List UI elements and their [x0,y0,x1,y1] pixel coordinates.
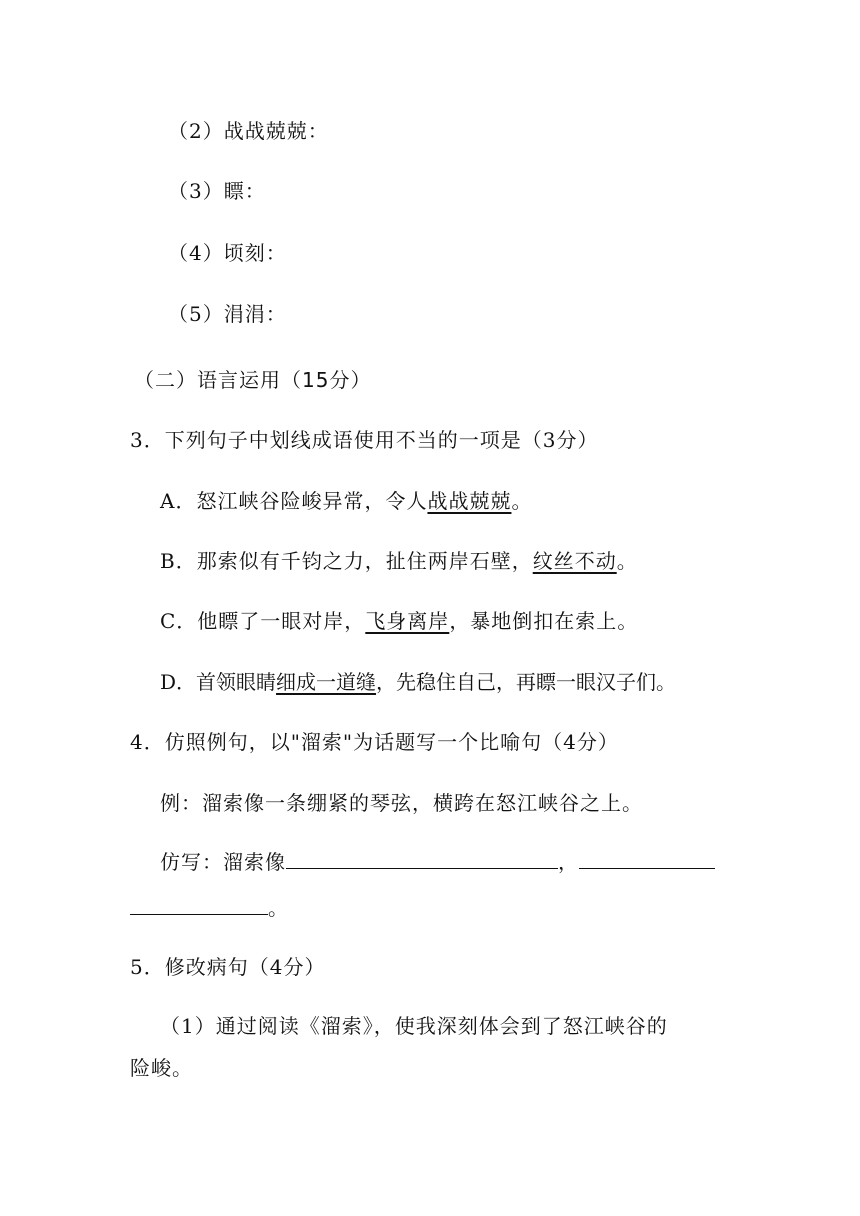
option-a-underlined-idiom: 战战兢兢 [427,489,512,513]
option-a-end: 。 [511,489,533,513]
q3-option-a [160,488,532,514]
q3-stem: 3．下列句子中划线成语使用不当的一项是（3分） [130,428,599,452]
q3-option-d [160,669,676,695]
imitate-prefix: 仿写：溜索像 [160,850,286,874]
q4-imitate-line-2 [130,894,289,921]
q2-item-4: （4）顷刻： [168,241,287,265]
answer-blank-1[interactable] [286,848,558,869]
option-b-underlined-idiom: 纹丝不动 [532,549,617,573]
q2-item-5: （5）涓涓： [168,302,287,326]
q2-item-2: （2）战战兢兢： [168,119,329,143]
option-c-text: C．他瞟了一眼对岸， [160,609,366,633]
option-d-underlined-idiom: 细成一道缝 [276,670,377,694]
q4-stem: 4．仿照例句，以"溜索"为话题写一个比喻句（4分） [130,730,619,754]
q5-stem: 5．修改病句（4分） [130,955,326,979]
imitate-comma: ， [558,850,579,874]
option-d-text: D．首领眼睛 [160,670,277,694]
option-d-end: ，先稳住自己，再瞟一眼汉子们。 [376,670,677,694]
answer-blank-3[interactable] [130,894,268,915]
option-b-text: B．那索似有千钧之力，扯住两岸石壁， [160,549,533,573]
q5-item-1: （1）通过阅读《溜索》，使我深刻体会到了怒江峡谷的 [160,1014,668,1038]
option-b-end: 。 [616,549,638,573]
answer-blank-2[interactable] [579,848,715,869]
option-a-text: A．怒江峡谷险峻异常，令人 [160,489,428,513]
section-title: （二）语言运用（15分） [134,368,372,392]
q2-item-3: （3）瞟： [168,179,266,203]
q3-option-b [160,548,638,574]
q4-imitate-line [160,848,715,875]
option-c-underlined-idiom: 飞身离岸 [365,609,450,633]
imitate-end: 。 [268,896,289,920]
option-c-end: ，暴地倒扣在索上。 [449,609,639,633]
q3-option-c [160,608,638,634]
q4-example: 例：溜索像一条绷紧的琴弦，横跨在怒江峡谷之上。 [160,791,643,815]
q5-item-1-continued: 险峻。 [130,1056,193,1080]
